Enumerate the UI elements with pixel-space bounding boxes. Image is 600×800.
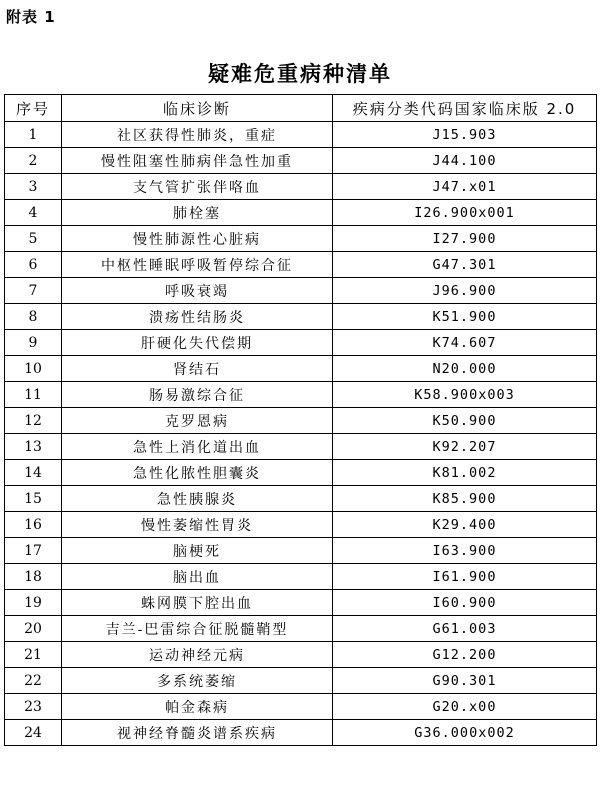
- disease-list-table: [4, 94, 597, 746]
- diagnosis-cell: 慢性阻塞性肺病伴急性加重: [62, 148, 333, 174]
- serial-number-cell: 21: [5, 642, 62, 668]
- appendix-label: 附表 1: [6, 8, 56, 26]
- disease-code-cell: J15.903: [333, 122, 597, 148]
- diagnosis-cell: 脑出血: [62, 564, 333, 590]
- diagnosis-cell: 肺栓塞: [62, 200, 333, 226]
- table-row: [5, 200, 597, 226]
- diagnosis-cell: 溃疡性结肠炎: [62, 304, 333, 330]
- disease-code-cell: K51.900: [333, 304, 597, 330]
- table-row: [5, 122, 597, 148]
- diagnosis-cell: 慢性肺源性心脏病: [62, 226, 333, 252]
- diagnosis-cell: 呼吸衰竭: [62, 278, 333, 304]
- disease-code-cell: K50.900: [333, 408, 597, 434]
- table-row: [5, 694, 597, 720]
- disease-code-cell: G90.301: [333, 668, 597, 694]
- diagnosis-cell: 肝硬化失代偿期: [62, 330, 333, 356]
- disease-code-cell: N20.000: [333, 356, 597, 382]
- disease-code-cell: K58.900x003: [333, 382, 597, 408]
- serial-number-cell: 14: [5, 460, 62, 486]
- serial-number-cell: 24: [5, 720, 62, 746]
- disease-code-cell: K85.900: [333, 486, 597, 512]
- header-disease-code: 疾病分类代码国家临床版 2.0: [333, 95, 597, 122]
- table-row: [5, 174, 597, 200]
- serial-number-cell: 12: [5, 408, 62, 434]
- diagnosis-cell: 肾结石: [62, 356, 333, 382]
- disease-code-cell: K74.607: [333, 330, 597, 356]
- serial-number-cell: 6: [5, 252, 62, 278]
- table-row: [5, 720, 597, 746]
- diagnosis-cell: 中枢性睡眠呼吸暂停综合征: [62, 252, 333, 278]
- serial-number-cell: 16: [5, 512, 62, 538]
- table-row: [5, 668, 597, 694]
- disease-code-cell: I61.900: [333, 564, 597, 590]
- serial-number-cell: 15: [5, 486, 62, 512]
- diagnosis-cell: 吉兰-巴雷综合征脱髓鞘型: [62, 616, 333, 642]
- diagnosis-cell: 视神经脊髓炎谱系疾病: [62, 720, 333, 746]
- serial-number-cell: 7: [5, 278, 62, 304]
- serial-number-cell: 5: [5, 226, 62, 252]
- serial-number-cell: 2: [5, 148, 62, 174]
- table-row: [5, 278, 597, 304]
- disease-code-cell: K29.400: [333, 512, 597, 538]
- table-row: [5, 304, 597, 330]
- table-row: [5, 434, 597, 460]
- diagnosis-cell: 蛛网膜下腔出血: [62, 590, 333, 616]
- serial-number-cell: 17: [5, 538, 62, 564]
- serial-number-cell: 18: [5, 564, 62, 590]
- table-row: [5, 538, 597, 564]
- diagnosis-cell: 慢性萎缩性胃炎: [62, 512, 333, 538]
- header-clinical-diagnosis: 临床诊断: [62, 95, 333, 122]
- diagnosis-cell: 帕金森病: [62, 694, 333, 720]
- disease-code-cell: J47.x01: [333, 174, 597, 200]
- disease-code-cell: I27.900: [333, 226, 597, 252]
- table-row: [5, 642, 597, 668]
- table-row: [5, 486, 597, 512]
- disease-code-cell: K81.002: [333, 460, 597, 486]
- disease-code-cell: I63.900: [333, 538, 597, 564]
- diagnosis-cell: 急性上消化道出血: [62, 434, 333, 460]
- serial-number-cell: 4: [5, 200, 62, 226]
- disease-code-cell: I26.900x001: [333, 200, 597, 226]
- table-row: [5, 330, 597, 356]
- disease-code-cell: K92.207: [333, 434, 597, 460]
- disease-code-cell: G12.200: [333, 642, 597, 668]
- serial-number-cell: 10: [5, 356, 62, 382]
- table-row: [5, 408, 597, 434]
- table-body: [5, 122, 597, 746]
- diagnosis-cell: 脑梗死: [62, 538, 333, 564]
- disease-code-cell: G47.301: [333, 252, 597, 278]
- table-row: [5, 564, 597, 590]
- disease-code-cell: G61.003: [333, 616, 597, 642]
- table-row: [5, 356, 597, 382]
- disease-code-cell: G36.000x002: [333, 720, 597, 746]
- disease-code-cell: G20.x00: [333, 694, 597, 720]
- table-row: [5, 252, 597, 278]
- header-serial-number: 序号: [5, 95, 62, 122]
- serial-number-cell: 3: [5, 174, 62, 200]
- table-header-row: [5, 95, 597, 122]
- diagnosis-cell: 多系统萎缩: [62, 668, 333, 694]
- diagnosis-cell: 克罗恩病: [62, 408, 333, 434]
- diagnosis-cell: 肠易激综合征: [62, 382, 333, 408]
- diagnosis-cell: 急性化脓性胆囊炎: [62, 460, 333, 486]
- table-row: [5, 382, 597, 408]
- diagnosis-cell: 急性胰腺炎: [62, 486, 333, 512]
- serial-number-cell: 9: [5, 330, 62, 356]
- disease-code-cell: J44.100: [333, 148, 597, 174]
- diagnosis-cell: 运动神经元病: [62, 642, 333, 668]
- serial-number-cell: 23: [5, 694, 62, 720]
- serial-number-cell: 22: [5, 668, 62, 694]
- diagnosis-cell: 社区获得性肺炎，重症: [62, 122, 333, 148]
- table-row: [5, 226, 597, 252]
- serial-number-cell: 1: [5, 122, 62, 148]
- table-row: [5, 512, 597, 538]
- diagnosis-cell: 支气管扩张伴咯血: [62, 174, 333, 200]
- disease-code-cell: I60.900: [333, 590, 597, 616]
- disease-code-cell: J96.900: [333, 278, 597, 304]
- serial-number-cell: 11: [5, 382, 62, 408]
- serial-number-cell: 20: [5, 616, 62, 642]
- table-row: [5, 590, 597, 616]
- table-row: [5, 148, 597, 174]
- serial-number-cell: 13: [5, 434, 62, 460]
- table-row: [5, 616, 597, 642]
- serial-number-cell: 8: [5, 304, 62, 330]
- serial-number-cell: 19: [5, 590, 62, 616]
- document-title: 疑难危重病种清单: [208, 61, 392, 86]
- table-row: [5, 460, 597, 486]
